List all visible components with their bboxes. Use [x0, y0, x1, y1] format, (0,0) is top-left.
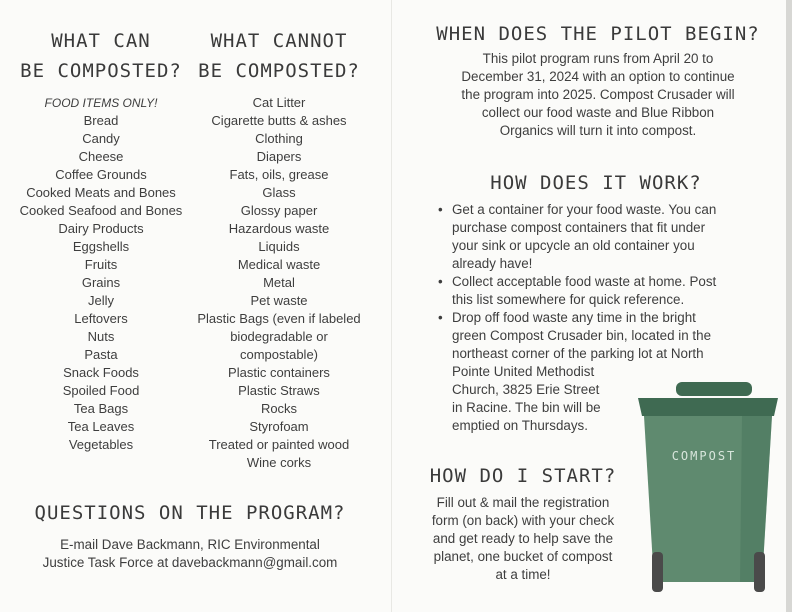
compostable-item: Jelly: [87, 293, 114, 308]
how-step-line: Church, 3825 Erie Street: [452, 382, 600, 397]
page-edge: [786, 0, 792, 612]
questions-heading: QUESTIONS ON THE PROGRAM?: [34, 502, 346, 524]
cannot-compost-items: [188, 94, 370, 472]
food-only-note: FOOD ITEMS ONLY!: [44, 96, 158, 110]
questions-line-2: Justice Task Force at davebackmann@gmail.com: [42, 555, 338, 570]
pilot-section: [420, 21, 776, 140]
can-heading-line-1: WHAT CAN: [51, 30, 151, 52]
non-compostable-item: Clothing: [255, 131, 303, 146]
compostable-item: Vegetables: [68, 437, 134, 452]
compostable-item: Cooked Meats and Bones: [26, 185, 176, 200]
non-compostable-item: Pet waste: [250, 293, 308, 308]
non-compostable-item: Plastic containers: [228, 365, 330, 380]
compostable-item: Coffee Grounds: [55, 167, 147, 182]
start-paragraph: [418, 494, 628, 584]
how-step-line: purchase compost containers that fit under: [452, 220, 706, 235]
how-step-line: Drop off food waste any time in the bright: [452, 310, 696, 325]
cannot-heading-line-2: BE COMPOSTED?: [198, 60, 360, 82]
compostable-item: Pasta: [84, 347, 118, 362]
non-compostable-item: Hazardous waste: [228, 221, 330, 236]
non-compostable-item: Cigarette butts & ashes: [211, 113, 347, 128]
start-heading: HOW DO I START?: [429, 465, 617, 487]
can-compost-column: [10, 26, 192, 454]
start-lines-line: at a time!: [495, 567, 551, 582]
how-step: [436, 201, 756, 273]
pilot-lines-line: This pilot program runs from April 20 to: [482, 51, 714, 66]
pilot-lines-line: collect our food waste and Blue Ribbon: [481, 105, 715, 120]
start-section: [418, 463, 628, 584]
non-compostable-item: Plastic Bags (even if labeled: [197, 311, 361, 326]
cannot-compost-heading: [188, 26, 370, 86]
how-step-line: this list somewhere for quick reference.: [452, 292, 685, 307]
compostable-item: Candy: [82, 131, 120, 146]
can-compost-heading: [10, 26, 192, 86]
non-compostable-item: Diapers: [256, 149, 302, 164]
non-compostable-item: biodegradable or: [230, 329, 328, 344]
how-step-line: Collect acceptable food waste at home. Post: [452, 274, 717, 289]
compostable-item: Fruits: [84, 257, 118, 272]
non-compostable-item: Cat Litter: [252, 95, 306, 110]
can-heading-line-2: BE COMPOSTED?: [20, 60, 182, 82]
compostable-item: Cooked Seafood and Bones: [19, 203, 183, 218]
compostable-item: Bread: [83, 113, 119, 128]
non-compostable-item: Fats, oils, grease: [229, 167, 329, 182]
how-step-line: emptied on Thursdays.: [452, 418, 588, 433]
start-lines-line: planet, one bucket of compost: [433, 549, 613, 564]
how-step-line: in Racine. The bin will be: [452, 400, 601, 415]
compostable-item: Eggshells: [72, 239, 130, 254]
compostable-item: Nuts: [87, 329, 115, 344]
pilot-lines-line: December 31, 2024 with an option to continue: [461, 69, 735, 84]
can-compost-list: [10, 94, 192, 112]
bin-label: COMPOST: [671, 449, 737, 463]
compost-bin-illustration: [632, 376, 784, 600]
bin-handle: [676, 382, 752, 396]
cannot-heading-line-1: WHAT CANNOT: [210, 30, 348, 52]
pilot-lines-line: Organics will turn it into compost.: [499, 123, 697, 138]
how-step-line: green Compost Crusader bin, located in the: [452, 328, 712, 343]
non-compostable-item: Plastic Straws: [238, 383, 320, 398]
how-step-line: Get a container for your food waste. You can: [452, 202, 717, 217]
non-compostable-item: Treated or painted wood: [208, 437, 350, 452]
compostable-item: Dairy Products: [58, 221, 144, 236]
bullet-icon: •: [438, 202, 443, 217]
non-compostable-item: compostable): [239, 347, 319, 362]
compostable-item: Tea Bags: [73, 401, 129, 416]
non-compostable-item: Glass: [262, 185, 296, 200]
how-step-line: your sink or upcycle an old container you: [452, 238, 695, 253]
start-lines-line: form (on back) with your check: [431, 513, 615, 528]
compostable-item: Snack Foods: [63, 365, 139, 380]
bullet-icon: •: [438, 274, 443, 289]
can-compost-items: [10, 112, 192, 454]
questions-section: [10, 500, 370, 572]
non-compostable-item: Wine corks: [246, 455, 312, 470]
cannot-compost-column: [188, 26, 370, 472]
page-fold: [391, 0, 392, 612]
how-step-line: Pointe United Methodist: [452, 364, 595, 379]
how-it-works-heading: HOW DOES IT WORK?: [490, 172, 702, 194]
how-step: [436, 273, 756, 309]
compostable-item: Grains: [81, 275, 121, 290]
bin-left-wheel: [652, 552, 663, 592]
non-compostable-item: Liquids: [258, 239, 300, 254]
start-lines-line: Fill out & mail the registration: [436, 495, 610, 510]
non-compostable-item: Rocks: [260, 401, 298, 416]
how-step-line: already have!: [452, 256, 533, 271]
non-compostable-item: Styrofoam: [249, 419, 309, 434]
compostable-item: Tea Leaves: [67, 419, 135, 434]
bullet-icon: •: [438, 310, 443, 325]
pilot-heading: WHEN DOES THE PILOT BEGIN?: [436, 23, 760, 45]
non-compostable-item: Metal: [263, 275, 295, 290]
compostable-item: Spoiled Food: [62, 383, 140, 398]
non-compostable-item: Medical waste: [237, 257, 321, 272]
pilot-paragraph: [420, 50, 776, 140]
compostable-item: Leftovers: [74, 311, 128, 326]
how-step-line: northeast corner of the parking lot at North: [452, 346, 704, 361]
bin-lid: [638, 398, 778, 416]
questions-line-1: E-mail Dave Backmann, RIC Environmental: [60, 537, 320, 552]
pilot-lines-line: the program into 2025. Compost Crusader will: [461, 87, 735, 102]
compostable-item: Cheese: [78, 149, 124, 164]
start-lines-line: and get ready to help save the: [432, 531, 614, 546]
bin-right-wheel: [754, 552, 765, 592]
non-compostable-item: Glossy paper: [240, 203, 318, 218]
